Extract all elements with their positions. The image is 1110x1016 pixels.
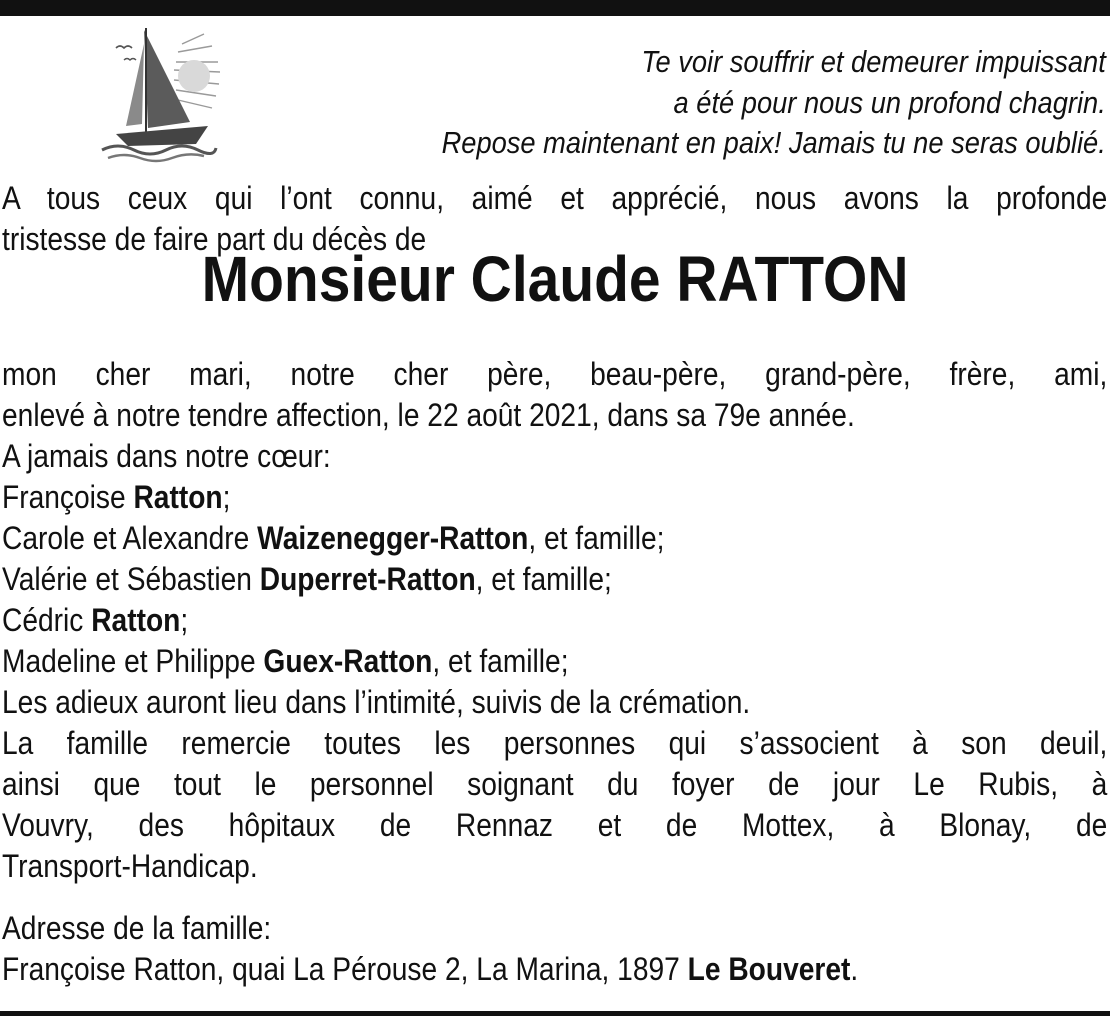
thanks-line: Transport-Handicap. [2,848,258,884]
description-line: mon cher mari, notre cher père, beau-père, grand-père, frère, ami, [2,356,1108,392]
main-body [2,354,1108,887]
quote-line: Repose maintenant en paix! Jamais tu ne seras oublié. [441,125,1106,160]
description-line: enlevé à notre tendre affection, le 22 août 2021, dans sa 79e année. [2,397,855,433]
quote-line: Te voir souffrir et demeurer impuissant [641,44,1106,79]
intro-line: tristesse de faire part du décès de [2,221,427,257]
family-member: Valérie et Sébastien Duperret-Ratton, et famille; [2,561,612,597]
deceased-name: Monsieur Claude RATTON [201,243,909,315]
sailboat-icon [98,24,220,166]
thanks-line: Vouvry, des hôpitaux de Rennaz et de Mottex, à Blonay, de [2,807,1108,843]
family-member: Cédric Ratton; [2,602,189,638]
thanks-line: La famille remercie toutes les personnes qui s’associent à son deuil, [2,725,1108,761]
deceased-name-heading [0,242,1110,316]
family-heading: A jamais dans notre cœur: [2,438,331,474]
address-line: Françoise Ratton, quai La Pérouse 2, La Marina, 1897 Le Bouveret. [2,951,859,987]
ceremony-note: Les adieux auront lieu dans l’intimité, suivis de la crémation. [2,684,751,720]
bottom-border-rule [0,1011,1110,1016]
quote-line: a été pour nous un profond chagrin. [673,84,1106,120]
family-member: Françoise Ratton; [2,479,231,515]
family-address [2,908,1058,990]
thanks-line: ainsi que tout le personnel soignant du foyer de jour Le Rubis, à [2,766,1108,802]
intro-line: A tous ceux qui l’ont connu, aimé et apprécié, nous avons la profonde [2,180,1108,216]
address-heading: Adresse de la famille: [2,910,272,946]
family-member: Madeline et Philippe Guex-Ratton, et famille; [2,643,569,679]
top-border-rule [0,0,1110,16]
family-member: Carole et Alexandre Waizenegger-Ratton, et famille; [2,520,665,556]
epitaph-quote [442,42,1106,164]
